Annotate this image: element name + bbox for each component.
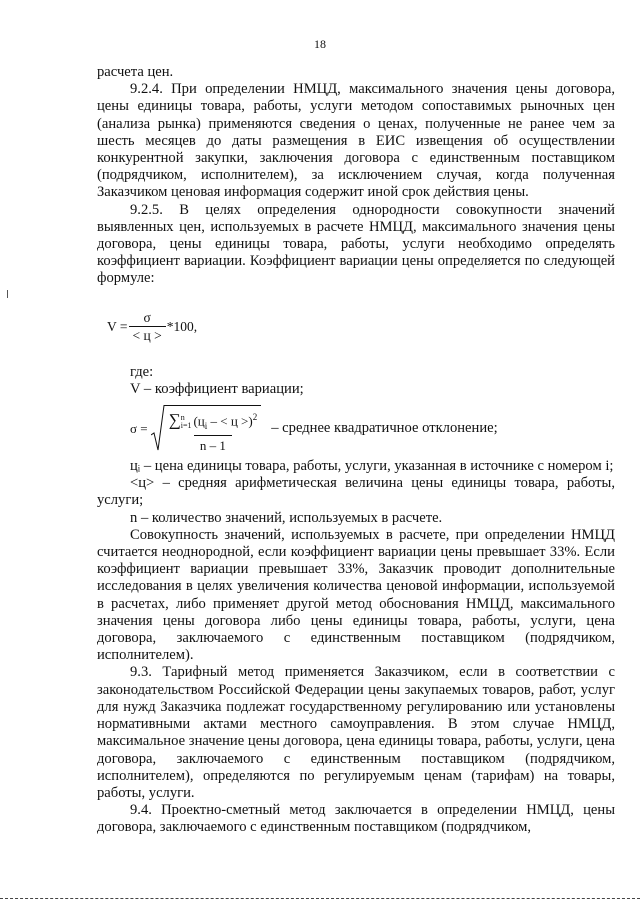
sigma-numerator: [169, 408, 258, 435]
formula-v-numerator: σ: [143, 309, 151, 325]
variation-coefficient-formula: [107, 310, 615, 344]
sum-sign: ∑: [168, 409, 181, 429]
square-root-icon: [151, 405, 165, 451]
sum-lower-limit: i=1: [180, 420, 192, 430]
formula-v-fraction: [129, 310, 166, 344]
sigma-description: – среднее квадратичное отклонение;: [271, 420, 498, 437]
term-subscript: i: [204, 420, 208, 431]
paragraph-heterogeneity: Совокупность значений, используемых в расчете, при определении НМЦД считается неоднородной, если коэффициент вариации цены превышает 33%. Если коэффициент вариации превышает 33%, Заказчик проводит дополнительные исследования в целях увеличения количества ценовой информации, используемой в расчетах, либо применяет другой метод обоснования НМЦД, максимального значения цены договора либо цены единицы товара, работы, услуги, цена договора, заключаемого с единственным поставщиком (подрядчиком, исполнителем).: [97, 526, 615, 664]
where-label: где:: [130, 363, 154, 380]
margin-mark: [7, 290, 8, 298]
sqrt-expression: [151, 405, 262, 454]
formula-v-rhs: *100,: [166, 319, 198, 335]
page-bottom-edge: [0, 898, 640, 899]
formula-v-lhs: V =: [107, 319, 128, 335]
paragraph-9-2-4: 9.2.4. При определении НМЦД, максимального значения цены договора, цены единицы товара, работы, услуги методом сопоставимых рыночных цен (анализа рынка) применяются сведения о ценах, полученные не ранее чем за шесть месяцев до даты размещения в ЕИС извещения об осуществлении конкурентной закупки, заключения договора с единственным поставщиком (подрядчиком, исполнителем), за исключением случая, когда полученная Заказчиком ценовая информация содержит иной срок действия цены.: [97, 81, 615, 201]
term-close: – < ц >): [207, 412, 253, 428]
sigma-denominator: n – 1: [194, 435, 232, 454]
paragraph-9-4: 9.4. Проектно-сметный метод заключается в определении НМЦД, цены договора, заключаемого с единственным поставщиком (подрядчиком,: [97, 802, 615, 836]
standard-deviation-formula: [97, 404, 615, 454]
page-number: 18: [314, 37, 326, 51]
sqrt-body: [165, 405, 262, 454]
document-body: [97, 64, 615, 837]
paragraph: расчета цен.: [97, 64, 174, 80]
ci-definition: цᵢ – цена единицы товара, работы, услуги, указанная в источнике с номером i;: [130, 458, 614, 475]
mean-definition: <ц> – средняя арифметическая величина цены единицы товара, работы, услуги;: [97, 475, 615, 509]
sum-upper-limit: n: [180, 412, 185, 422]
n-definition: n – количество значений, используемых в расчете.: [130, 509, 443, 526]
term-open: (ц: [193, 412, 205, 428]
v-definition: V – коэффициент вариации;: [130, 380, 304, 397]
paragraph-9-2-5: 9.2.5. В целях определения однородности совокупности значений выявленных цен, используемых в расчете НМЦД, максимального значения цены договора, цены единицы товара, работы, услуги необходимо определять коэффициент вариации. Коэффициент вариации цены определяется по следующей формуле:: [97, 201, 615, 287]
sum-limits: [181, 414, 192, 430]
term-power: 2: [252, 411, 258, 422]
formula-v-denominator: < ц >: [129, 326, 166, 344]
sigma-lhs: σ =: [130, 421, 148, 437]
paragraph-9-3: 9.3. Тарифный метод применяется Заказчиком, если в соответствии с законодательством Российской Федерации цены закупаемых товаров, работ, услуг для нужд Заказчика подлежат государственному регулированию или установлены нормативными актами местного самоуправления. В этом случае НМЦД, максимальное значение цены договора, цена единицы товара, работы, услуги, цена договора, заключаемого с единственным поставщиком (подрядчиком, исполнителем), определяются по регулируемым ценам (тарифам) на товары, работы, услуги.: [97, 664, 615, 801]
